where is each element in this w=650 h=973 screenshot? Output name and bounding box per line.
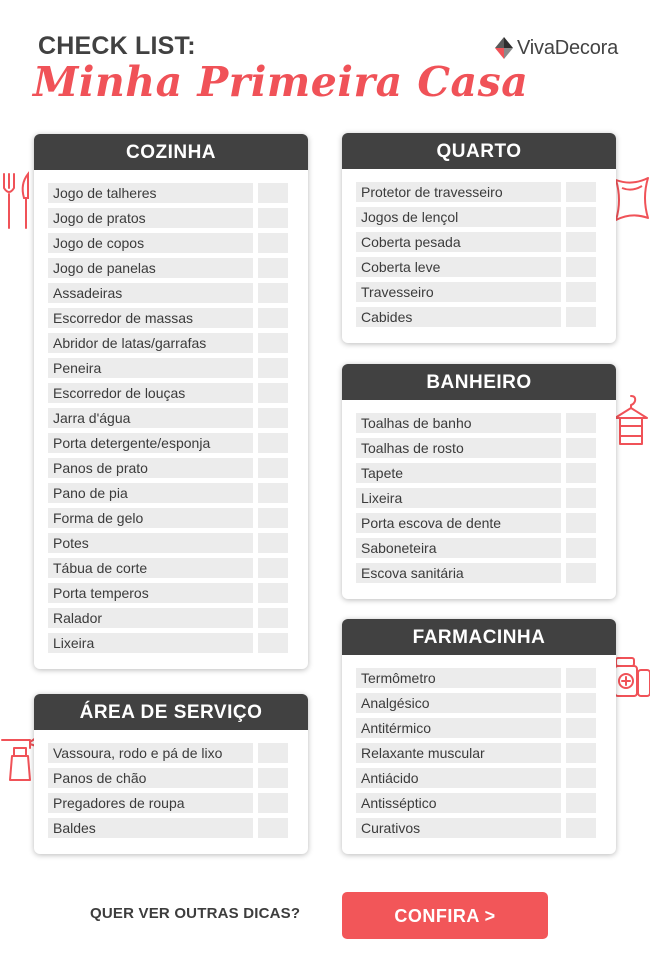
- banheiro-title: BANHEIRO: [342, 364, 616, 400]
- quarto-title: QUARTO: [342, 133, 616, 169]
- checklist-item-label: Baldes: [48, 818, 253, 838]
- checklist-item-label: Jogo de pratos: [48, 208, 253, 228]
- checklist-item: [48, 583, 308, 608]
- checklist-item: [48, 458, 308, 483]
- checkbox[interactable]: [258, 608, 288, 628]
- checkbox[interactable]: [566, 257, 596, 277]
- checkbox[interactable]: [566, 488, 596, 508]
- checkbox[interactable]: [258, 408, 288, 428]
- checklist-item: [356, 693, 616, 718]
- checklist-item-label: Porta detergente/esponja: [48, 433, 253, 453]
- pillow-icon: [612, 172, 650, 226]
- spray-bottle-icon: [0, 728, 38, 784]
- checklist-item: [48, 483, 308, 508]
- checkbox[interactable]: [258, 308, 288, 328]
- checkbox[interactable]: [566, 693, 596, 713]
- cta-text: QUER VER OUTRAS DICAS?: [90, 905, 301, 922]
- checkbox[interactable]: [566, 818, 596, 838]
- checklist-item-label: Toalhas de banho: [356, 413, 561, 433]
- checklist-item: [356, 257, 616, 282]
- checklist-item-label: Coberta pesada: [356, 232, 561, 252]
- checklist-item: [356, 282, 616, 307]
- checkbox[interactable]: [258, 508, 288, 528]
- checklist-item-label: Termômetro: [356, 668, 561, 688]
- faceted-triangle-logo-icon: [494, 36, 514, 60]
- checklist-item: [48, 258, 308, 283]
- checklist-item-label: Abridor de latas/garrafas: [48, 333, 253, 353]
- checklist-item: [48, 208, 308, 233]
- banheiro-card: [342, 364, 616, 599]
- confira-button[interactable]: CONFIRA >: [342, 892, 548, 939]
- checklist-item-label: Vassoura, rodo e pá de lixo: [48, 743, 253, 763]
- checkbox[interactable]: [258, 768, 288, 788]
- checklist-item-label: Potes: [48, 533, 253, 553]
- checkbox[interactable]: [566, 538, 596, 558]
- checklist-item-label: Cabides: [356, 307, 561, 327]
- checklist-item: [48, 743, 308, 768]
- checkbox[interactable]: [258, 183, 288, 203]
- farmacinha-title: FARMACINHA: [342, 619, 616, 655]
- checklist-item: [48, 558, 308, 583]
- checkbox[interactable]: [566, 793, 596, 813]
- checklist-item-label: Pano de pia: [48, 483, 253, 503]
- checkbox[interactable]: [258, 458, 288, 478]
- checklist-item-label: Assadeiras: [48, 283, 253, 303]
- checkbox[interactable]: [258, 283, 288, 303]
- checkbox[interactable]: [258, 333, 288, 353]
- checkbox[interactable]: [566, 232, 596, 252]
- checkbox[interactable]: [258, 533, 288, 553]
- checkbox[interactable]: [258, 383, 288, 403]
- checkbox[interactable]: [566, 463, 596, 483]
- checklist-item-label: Panos de chão: [48, 768, 253, 788]
- checklist-item-label: Antisséptico: [356, 793, 561, 813]
- checklist-item-label: Toalhas de rosto: [356, 438, 561, 458]
- checklist-item: [48, 383, 308, 408]
- checklist: [342, 169, 616, 332]
- checklist-item: [48, 608, 308, 633]
- checklist-item: [48, 793, 308, 818]
- checkbox[interactable]: [258, 583, 288, 603]
- checklist-item: [356, 207, 616, 232]
- checklist-item: [48, 308, 308, 333]
- checkbox[interactable]: [566, 743, 596, 763]
- area-servico-title: ÁREA DE SERVIÇO: [34, 694, 308, 730]
- checkbox[interactable]: [258, 433, 288, 453]
- checklist-item-label: Escorredor de massas: [48, 308, 253, 328]
- checklist-item: [48, 233, 308, 258]
- checkbox[interactable]: [258, 208, 288, 228]
- cozinha-title: COZINHA: [34, 134, 308, 170]
- checklist-item: [48, 283, 308, 308]
- checkbox[interactable]: [566, 563, 596, 583]
- farmacinha-card: [342, 619, 616, 854]
- checkbox[interactable]: [566, 207, 596, 227]
- checklist-item: [356, 743, 616, 768]
- checklist-item: [48, 818, 308, 843]
- checkbox[interactable]: [258, 633, 288, 653]
- checkbox[interactable]: [566, 182, 596, 202]
- checklist-item: [356, 768, 616, 793]
- checklist-item: [356, 438, 616, 463]
- checklist-item: [48, 768, 308, 793]
- checklist-item-label: Pregadores de roupa: [48, 793, 253, 813]
- checkbox[interactable]: [258, 558, 288, 578]
- checklist-item-label: Analgésico: [356, 693, 561, 713]
- fork-knife-icon: [0, 170, 36, 232]
- checkbox[interactable]: [258, 743, 288, 763]
- checklist-item: [48, 508, 308, 533]
- medicine-icon: [612, 648, 650, 704]
- checklist-item: [48, 633, 308, 658]
- checklist-item: [356, 793, 616, 818]
- checkbox[interactable]: [258, 258, 288, 278]
- checkbox[interactable]: [566, 768, 596, 788]
- checklist-item-label: Coberta leve: [356, 257, 561, 277]
- checklist-item-label: Forma de gelo: [48, 508, 253, 528]
- checklist-item: [356, 563, 616, 588]
- checklist-item-label: Curativos: [356, 818, 561, 838]
- checklist-item: [356, 538, 616, 563]
- vivadecora-logo[interactable]: [494, 36, 618, 60]
- checklist-item-label: Ralador: [48, 608, 253, 628]
- checklist-item-label: Antitérmico: [356, 718, 561, 738]
- checkbox[interactable]: [258, 793, 288, 813]
- checklist-item: [356, 668, 616, 693]
- checklist-item-label: Jogo de panelas: [48, 258, 253, 278]
- checklist-item: [48, 533, 308, 558]
- hanger-towel-icon: [612, 392, 650, 452]
- checklist-item-label: Escorredor de louças: [48, 383, 253, 403]
- checklist: [342, 655, 616, 843]
- checklist-item-label: Lixeira: [356, 488, 561, 508]
- checklist-item: [356, 488, 616, 513]
- checklist-item-label: Peneira: [48, 358, 253, 378]
- checklist-item-label: Tapete: [356, 463, 561, 483]
- logo-text: VivaDecora: [517, 36, 619, 59]
- checklist-item-label: Relaxante muscular: [356, 743, 561, 763]
- checklist-item: [356, 818, 616, 843]
- checkbox[interactable]: [258, 818, 288, 838]
- checklist-item-label: Jarra d'água: [48, 408, 253, 428]
- checkbox[interactable]: [258, 358, 288, 378]
- checklist: [342, 400, 616, 588]
- checklist-item-label: Protetor de travesseiro: [356, 182, 561, 202]
- checklist-item-label: Lixeira: [48, 633, 253, 653]
- checklist-item: [356, 307, 616, 332]
- quarto-card: [342, 133, 616, 343]
- checklist-item: [48, 358, 308, 383]
- area-servico-card: [34, 694, 308, 854]
- checkbox[interactable]: [566, 282, 596, 302]
- checklist-item: [48, 333, 308, 358]
- checklist-item-label: Porta escova de dente: [356, 513, 561, 533]
- checklist: [34, 730, 308, 843]
- checklist-item-label: Jogo de copos: [48, 233, 253, 253]
- checklist-item-label: Porta temperos: [48, 583, 253, 603]
- checklist-item-label: Antiácido: [356, 768, 561, 788]
- checklist-item: [48, 433, 308, 458]
- cozinha-card: [34, 134, 308, 669]
- checklist-item-label: Panos de prato: [48, 458, 253, 478]
- checklist-item: [356, 463, 616, 488]
- checkbox[interactable]: [258, 233, 288, 253]
- page-title: Minha Primeira Casa: [33, 58, 529, 106]
- checkbox[interactable]: [566, 413, 596, 433]
- checkbox[interactable]: [258, 483, 288, 503]
- checklist-item-label: Escova sanitária: [356, 563, 561, 583]
- checklist-item-label: Jogos de lençol: [356, 207, 561, 227]
- checklist-item-label: Travesseiro: [356, 282, 561, 302]
- checklist-item: [48, 408, 308, 433]
- checklist-item-label: Jogo de talheres: [48, 183, 253, 203]
- checkbox[interactable]: [566, 438, 596, 458]
- checklist-item: [356, 232, 616, 257]
- checklist-item: [48, 183, 308, 208]
- checklist-item: [356, 182, 616, 207]
- checklist-item-label: Saboneteira: [356, 538, 561, 558]
- checkbox[interactable]: [566, 513, 596, 533]
- checkbox[interactable]: [566, 718, 596, 738]
- checklist-item: [356, 513, 616, 538]
- checklist-item: [356, 413, 616, 438]
- checklist-item: [356, 718, 616, 743]
- checkbox[interactable]: [566, 668, 596, 688]
- checklist-item-label: Tábua de corte: [48, 558, 253, 578]
- checklist-label: CHECK LIST:: [38, 32, 196, 60]
- checkbox[interactable]: [566, 307, 596, 327]
- checklist: [34, 170, 308, 658]
